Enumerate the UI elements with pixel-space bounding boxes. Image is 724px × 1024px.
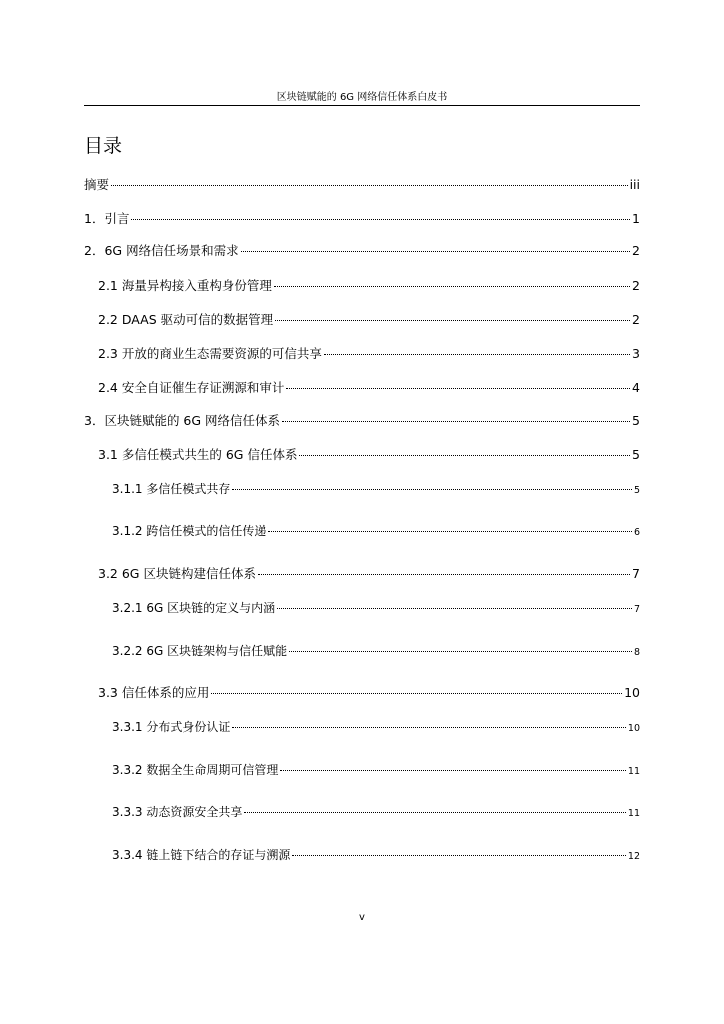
toc-dot-leader (286, 387, 630, 389)
toc-entry-3-1-1[interactable] (112, 481, 640, 499)
toc-entry-page: 7 (632, 566, 640, 581)
toc-dot-leader (131, 218, 630, 220)
toc-entry-page: 10 (627, 723, 640, 734)
toc-entry-page: 6 (633, 527, 640, 538)
toc-dot-leader (268, 530, 632, 532)
toc-entry-page: 2 (632, 278, 640, 293)
toc-entry-page: 11 (627, 766, 640, 777)
toc-entry-3-1-2[interactable] (112, 523, 640, 541)
toc-entry-title: 摘要 (84, 177, 110, 192)
toc-entry-title: 3.3.1 分布式身份认证 (112, 720, 231, 734)
page-number: v (359, 912, 365, 923)
toc-entry-2-2[interactable] (98, 312, 640, 328)
toc-entry-title: 3.1 多信任模式共生的 6G 信任体系 (98, 447, 298, 462)
toc-entry-page: 8 (633, 647, 640, 658)
running-header-title: 区块链赋能的 6G 网络信任体系白皮书 (276, 92, 448, 103)
toc-entry-title: 3.2.1 6G 区块链的定义与内涵 (112, 601, 276, 615)
toc-entry-page: 5 (633, 485, 640, 496)
toc-entry-page: 1 (632, 211, 640, 226)
toc-entry-title: 3．区块链赋能的 6G 网络信任体系 (84, 413, 281, 428)
toc-entry-3-2[interactable] (98, 566, 640, 582)
toc-dot-leader (258, 573, 630, 575)
toc-dot-leader (280, 769, 626, 771)
toc-entry-title: 2.4 安全自证催生存证溯源和审计 (98, 380, 285, 395)
toc-entry-title: 2.2 DAAS 驱动可信的数据管理 (98, 312, 274, 327)
toc-entry-page: 2 (632, 312, 640, 327)
toc-entry-2[interactable] (84, 243, 640, 259)
toc-dot-leader (274, 285, 630, 287)
toc-entry-page: 4 (632, 380, 640, 395)
toc-dot-leader (111, 184, 628, 186)
toc-entry-page: 7 (633, 604, 640, 615)
toc-entry-title: 3.3.4 链上链下结合的存证与溯源 (112, 848, 291, 862)
toc-entry-page: 3 (632, 346, 640, 361)
toc-entry-page: 5 (632, 413, 640, 428)
toc-heading: 目录 (84, 135, 123, 157)
toc-entry-title: 3.2.2 6G 区块链架构与信任赋能 (112, 644, 288, 658)
toc-dot-leader (289, 650, 632, 652)
toc-dot-leader (277, 607, 632, 609)
toc-entry-title: 2.3 开放的商业生态需要资源的可信共享 (98, 346, 322, 361)
toc-entry-title: 1．引言 (84, 211, 130, 226)
toc-entry-3-3-2[interactable] (112, 762, 640, 780)
toc-entry-3-3-3[interactable] (112, 804, 640, 822)
toc-dot-leader (299, 454, 630, 456)
toc-entry-title: 3.3.2 数据全生命周期可信管理 (112, 763, 279, 777)
toc-entry-page: iii (629, 177, 640, 192)
toc-dot-leader (241, 250, 630, 252)
toc-entry-title: 3.3 信任体系的应用 (98, 685, 210, 700)
toc-dot-leader (232, 488, 632, 490)
toc-entry-page: 10 (624, 685, 640, 700)
toc-entry-title: 3.3.3 动态资源安全共享 (112, 805, 243, 819)
toc-entry-title: 3.2 6G 区块链构建信任体系 (98, 566, 256, 581)
toc-entry-page: 11 (627, 808, 640, 819)
toc-entry-3-3-1[interactable] (112, 719, 640, 737)
toc-entry-title: 2．6G 网络信任场景和需求 (84, 243, 239, 258)
toc-dot-leader (292, 854, 626, 856)
toc-entry-3-3-4[interactable] (112, 847, 640, 865)
toc-entry-title: 3.1.2 跨信任模式的信任传递 (112, 524, 267, 538)
toc-dot-leader (211, 692, 622, 694)
toc-dot-leader (282, 420, 630, 422)
toc-entry-2-1[interactable] (98, 278, 640, 294)
toc-dot-leader (232, 726, 626, 728)
toc-entry-2-4[interactable] (98, 380, 640, 396)
toc-entry-3-2-1[interactable] (112, 600, 640, 618)
toc-entry-title: 3.1.1 多信任模式共存 (112, 482, 231, 496)
toc-entry-1[interactable] (84, 211, 640, 227)
toc-dot-leader (244, 811, 626, 813)
toc-entry-2-3[interactable] (98, 346, 640, 362)
toc-entry-3-1[interactable] (98, 447, 640, 463)
toc-entry-page: 5 (632, 447, 640, 462)
toc-entry-3[interactable] (84, 413, 640, 429)
toc-entry-title: 2.1 海量异构接入重构身份管理 (98, 278, 272, 293)
toc-entry-3-2-2[interactable] (112, 643, 640, 661)
toc-entry-page: 2 (632, 243, 640, 258)
toc-entry-page: 12 (627, 851, 640, 862)
header-divider (84, 105, 640, 106)
toc-dot-leader (324, 353, 630, 355)
toc-dot-leader (275, 319, 630, 321)
toc-entry-3-3[interactable] (98, 685, 640, 701)
toc-entry-abstract[interactable] (84, 177, 640, 193)
